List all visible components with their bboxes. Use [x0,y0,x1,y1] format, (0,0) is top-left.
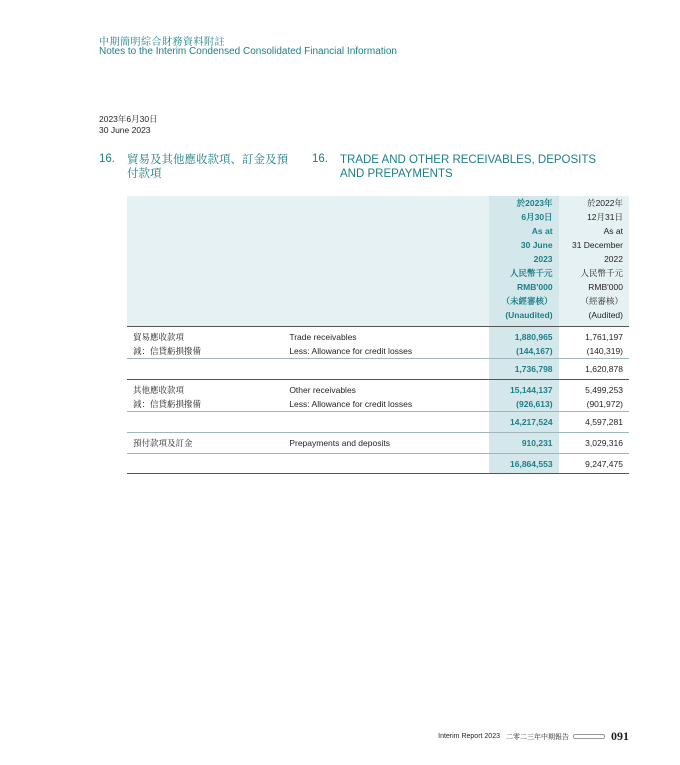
page-number: 091 [611,729,629,743]
current-value: (144,167) [489,344,559,359]
current-value: 16,864,553 [489,454,559,474]
prior-header-line: 12月31日 [559,210,629,224]
prior-value: 1,761,197 [559,327,629,345]
total-row [127,454,629,474]
section-title-chinese: 貿易及其他應收款項、訂金及預付款項 [127,154,288,180]
prior-header-line: 於2022年 [559,196,629,210]
prior-header-line: RMB'000 [559,280,629,294]
current-header-line: 30 June [489,238,559,252]
row-label-chinese: 其他應收款項 [127,380,283,398]
current-value: 1,880,965 [489,327,559,345]
page-footer [438,729,629,744]
prior-value: 3,029,316 [559,433,629,454]
current-value: (926,613) [489,397,559,412]
footer-report-title: Interim Report 2023 [438,733,500,740]
row-label-english: Less: Allowance for credit losses [289,399,413,409]
row-label-english: Prepayments and deposits [283,433,489,454]
prior-header-line: 人民幣千元 [559,266,629,280]
section-number-english: 16. [312,153,328,165]
running-header-chinese: 中期簡明綜合財務資料附註 [99,37,225,48]
current-header-line: 6月30日 [489,210,559,224]
prior-value: 1,620,878 [559,359,629,380]
prior-header-line: As at [559,224,629,238]
prior-header-line: 2022 [559,252,629,266]
row-label-english [283,412,489,433]
current-header-line: (Unaudited) [489,308,559,327]
row-label-english: Less: Allowance for credit losses [289,346,413,356]
prior-value: 4,597,281 [559,412,629,433]
prior-header-line: （經審核） [559,294,629,308]
table-row [127,397,629,412]
prior-value: 9,247,475 [559,454,629,474]
row-label-english [283,454,489,474]
row-label-english: Other receivables [283,380,489,398]
current-value: 15,144,137 [489,380,559,398]
table-row [127,327,629,345]
prior-header-line: 31 December [559,238,629,252]
row-label-english [283,359,489,380]
subtotal-row [127,359,629,380]
date-english: 30 June 2023 [99,125,151,135]
table-row [127,433,629,454]
current-header-line: （未經審核） [489,294,559,308]
row-label-chinese [127,359,283,380]
current-value: 14,217,524 [489,412,559,433]
footer-report-title-chinese: 二零二三年中期報告 [506,733,569,741]
running-header-english: Notes to the Interim Condensed Consolidated Financial Information [99,46,397,57]
prior-value: (901,972) [586,399,623,409]
table-row [127,380,629,398]
subtotal-row [127,412,629,433]
current-header-line: 2023 [489,252,559,266]
current-value: 910,231 [489,433,559,454]
prior-value: 5,499,253 [559,380,629,398]
footer-decorative-bar [573,734,605,739]
prior-value: (140,319) [586,346,623,356]
section-title-english: TRADE AND OTHER RECEIVABLES, DEPOSITS AND PREPAYMENTS [340,154,597,180]
current-header-line: RMB'000 [489,280,559,294]
row-label-chinese: 減：信貸虧損撥備 [133,399,202,409]
current-header-line: As at [489,224,559,238]
row-label-english: Trade receivables [283,327,489,345]
receivables-table [127,196,629,474]
current-header-line: 於2023年 [489,196,559,210]
current-header-line: 人民幣千元 [489,266,559,280]
table-row [127,344,629,359]
row-label-chinese: 減：信貸虧損撥備 [133,346,202,356]
current-value: 1,736,798 [489,359,559,380]
row-label-chinese [127,454,283,474]
row-label-chinese [127,412,283,433]
prior-header-line: (Audited) [559,308,629,327]
row-label-chinese: 預付款項及訂金 [127,433,283,454]
section-number-chinese: 16. [99,153,115,165]
row-label-chinese: 貿易應收款項 [127,327,283,345]
date-chinese: 2023年6月30日 [99,114,158,124]
